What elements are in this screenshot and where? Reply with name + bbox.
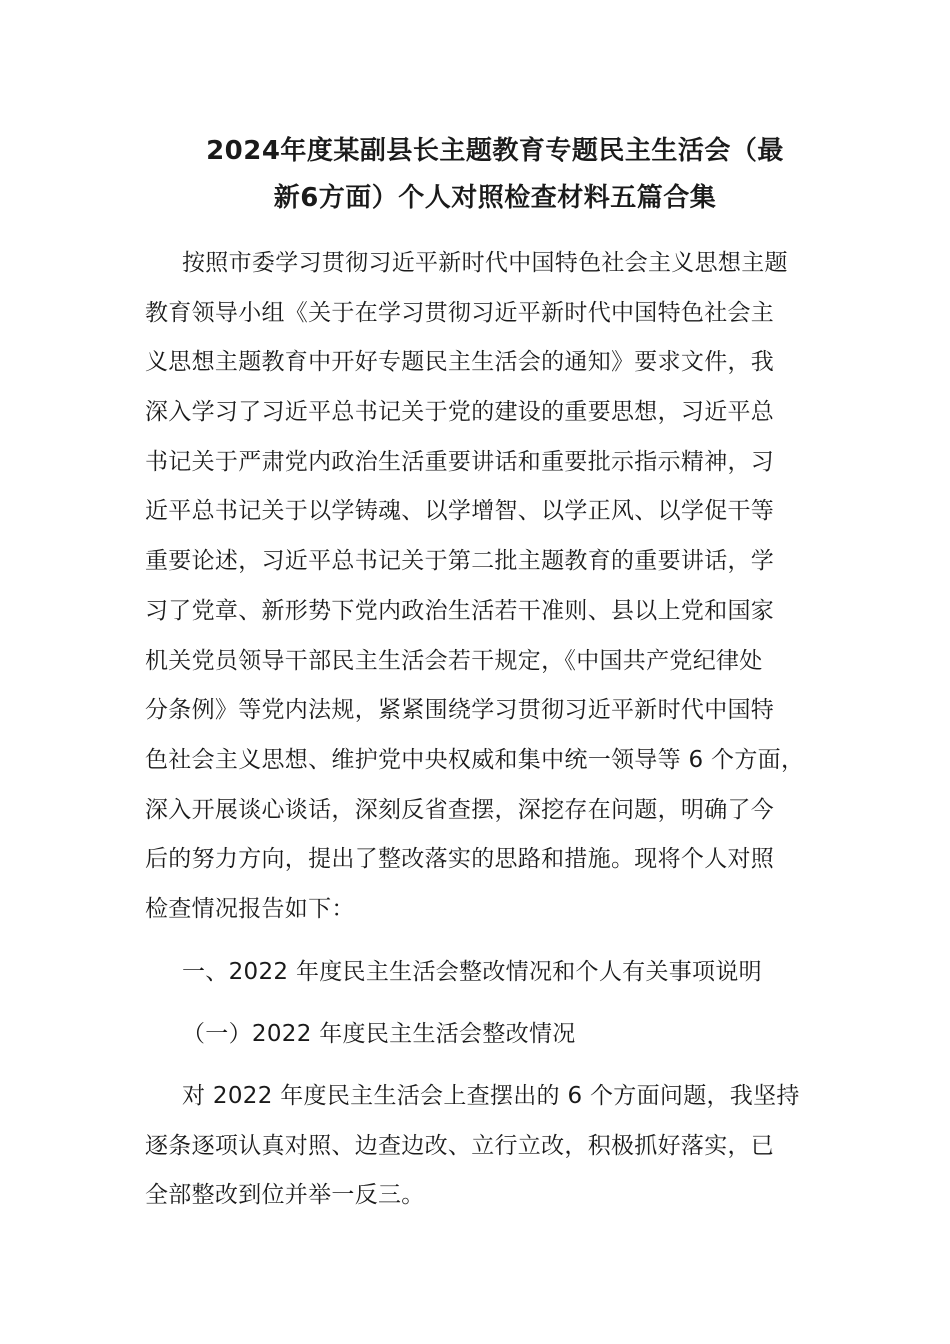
paragraph-line: 检查情况报告如下： <box>145 896 355 922</box>
document-title <box>130 128 860 222</box>
paragraph-line: 习了党章、新形势下党内政治生活若干准则、县以上党和国家 <box>145 598 775 624</box>
paragraph-line: 书记关于严肃党内政治生活重要讲话和重要批示指示精神，习 <box>145 449 775 475</box>
paragraph-line: 全部整改到位并举一反三。 <box>145 1182 425 1208</box>
paragraph-line: 逐条逐项认真对照、边查边改、立行立改，积极抓好落实，已 <box>145 1133 775 1159</box>
paragraph-line: 深入开展谈心谈话，深刻反省查摆，深挖存在问题，明确了今 <box>145 797 775 823</box>
paragraph-line: 机关党员领导干部民主生活会若干规定，《中国共产党纪律处 <box>145 648 763 674</box>
paragraph-line: 教育领导小组《关于在学习贯彻习近平新时代中国特色社会主 <box>145 300 775 326</box>
paragraph-line: 深入学习了习近平总书记关于党的建设的重要思想，习近平总 <box>145 399 775 425</box>
paragraph-line: 对 2022 年度民主生活会上查摆出的 6 个方面问题，我坚持 <box>182 1083 800 1109</box>
paragraph-line: 义思想主题教育中开好专题民主生活会的通知》要求文件，我 <box>145 349 775 375</box>
paragraph-line: 按照市委学习贯彻习近平新时代中国特色社会主义思想主题 <box>182 250 788 276</box>
title-line-2: 新6方面）个人对照检查材料五篇合集 <box>273 183 717 213</box>
paragraph-line: 近平总书记关于以学铸魂、以学增智、以学正风、以学促干等 <box>145 498 775 524</box>
paragraph-line: 重要论述，习近平总书记关于第二批主题教育的重要讲话，学 <box>145 548 775 574</box>
paragraph-line: 色社会主义思想、维护党中央权威和集中统一领导等 6 个方面， <box>145 747 805 773</box>
section-heading-1-1: （一）2022 年度民主生活会整改情况 <box>182 1021 576 1047</box>
section-heading-1: 一、2022 年度民主生活会整改情况和个人有关事项说明 <box>182 959 762 985</box>
paragraph-line: 分条例》等党内法规，紧紧围绕学习贯彻习近平新时代中国特 <box>145 697 775 723</box>
title-line-1: 2024年度某副县长主题教育专题民主生活会（最 <box>206 136 784 166</box>
paragraph-line: 后的努力方向，提出了整改落实的思路和措施。现将个人对照 <box>145 846 775 872</box>
